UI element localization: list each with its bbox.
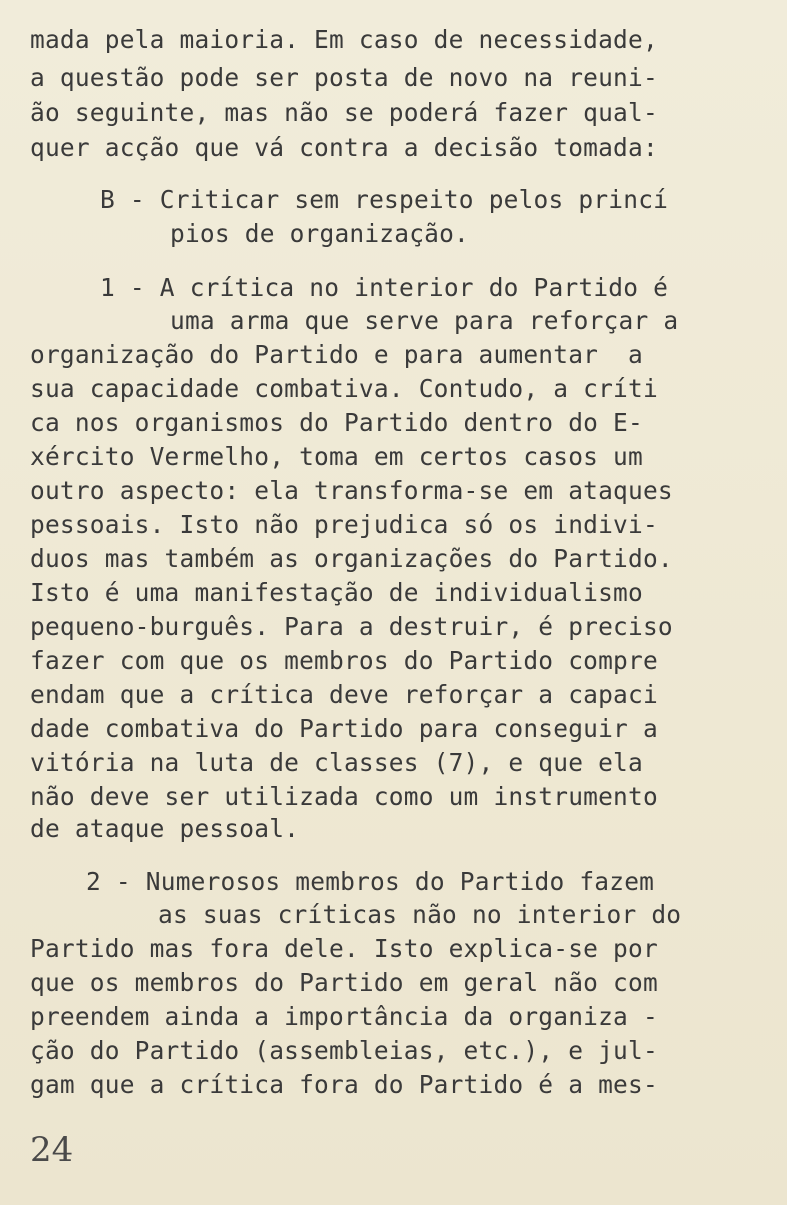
text-line: quer acção que vá contra a decisão tomada:: [30, 133, 658, 162]
text-line: gam que a crítica fora do Partido é a mes-: [30, 1070, 658, 1099]
text-line: Isto é uma manifestação de individualismo: [30, 578, 643, 607]
text-line: sua capacidade combativa. Contudo, a críti: [30, 374, 658, 403]
text-line: ção do Partido (assembleias, etc.), e jul-: [30, 1036, 658, 1065]
text-line: Partido mas fora dele. Isto explica-se por: [30, 934, 658, 963]
text-line: 1 - A crítica no interior do Partido é: [100, 273, 669, 302]
text-line: duos mas também as organizações do Partido.: [30, 544, 673, 573]
text-line: endam que a crítica deve reforçar a capaci: [30, 680, 658, 709]
text-line: de ataque pessoal.: [30, 814, 300, 843]
text-line: outro aspecto: ela transforma-se em ataques: [30, 476, 673, 505]
text-line: mada pela maioria. Em caso de necessidade,: [30, 25, 658, 54]
section-heading: pios de organização.: [170, 219, 470, 248]
text-line: organização do Partido e para aumentar a: [30, 340, 643, 369]
text-line: fazer com que os membros do Partido compre: [30, 646, 658, 675]
text-line: preendem ainda a importância da organiza -: [30, 1002, 658, 1031]
text-line: dade combativa do Partido para conseguir a: [30, 714, 658, 743]
text-line: as suas críticas não no interior do: [158, 900, 682, 929]
text-line: ão seguinte, mas não se poderá fazer qual-: [30, 98, 658, 127]
text-line: uma arma que serve para reforçar a: [170, 306, 679, 335]
text-line: ca nos organismos do Partido dentro do E-: [30, 408, 643, 437]
text-line: a questão pode ser posta de novo na reuni-: [30, 63, 658, 92]
text-line: xército Vermelho, toma em certos casos um: [30, 442, 643, 471]
text-line: que os membros do Partido em geral não com: [30, 968, 658, 997]
text-line: vitória na luta de classes (7), e que ela: [30, 748, 643, 777]
page-number: 24: [30, 1130, 74, 1170]
text-line: pessoais. Isto não prejudica só os indivi-: [30, 510, 658, 539]
section-heading: B - Criticar sem respeito pelos princí: [100, 185, 669, 214]
text-line: não deve ser utilizada como um instrumento: [30, 782, 658, 811]
text-line: 2 - Numerosos membros do Partido fazem: [86, 867, 655, 896]
text-line: pequeno-burguês. Para a destruir, é preciso: [30, 612, 673, 641]
